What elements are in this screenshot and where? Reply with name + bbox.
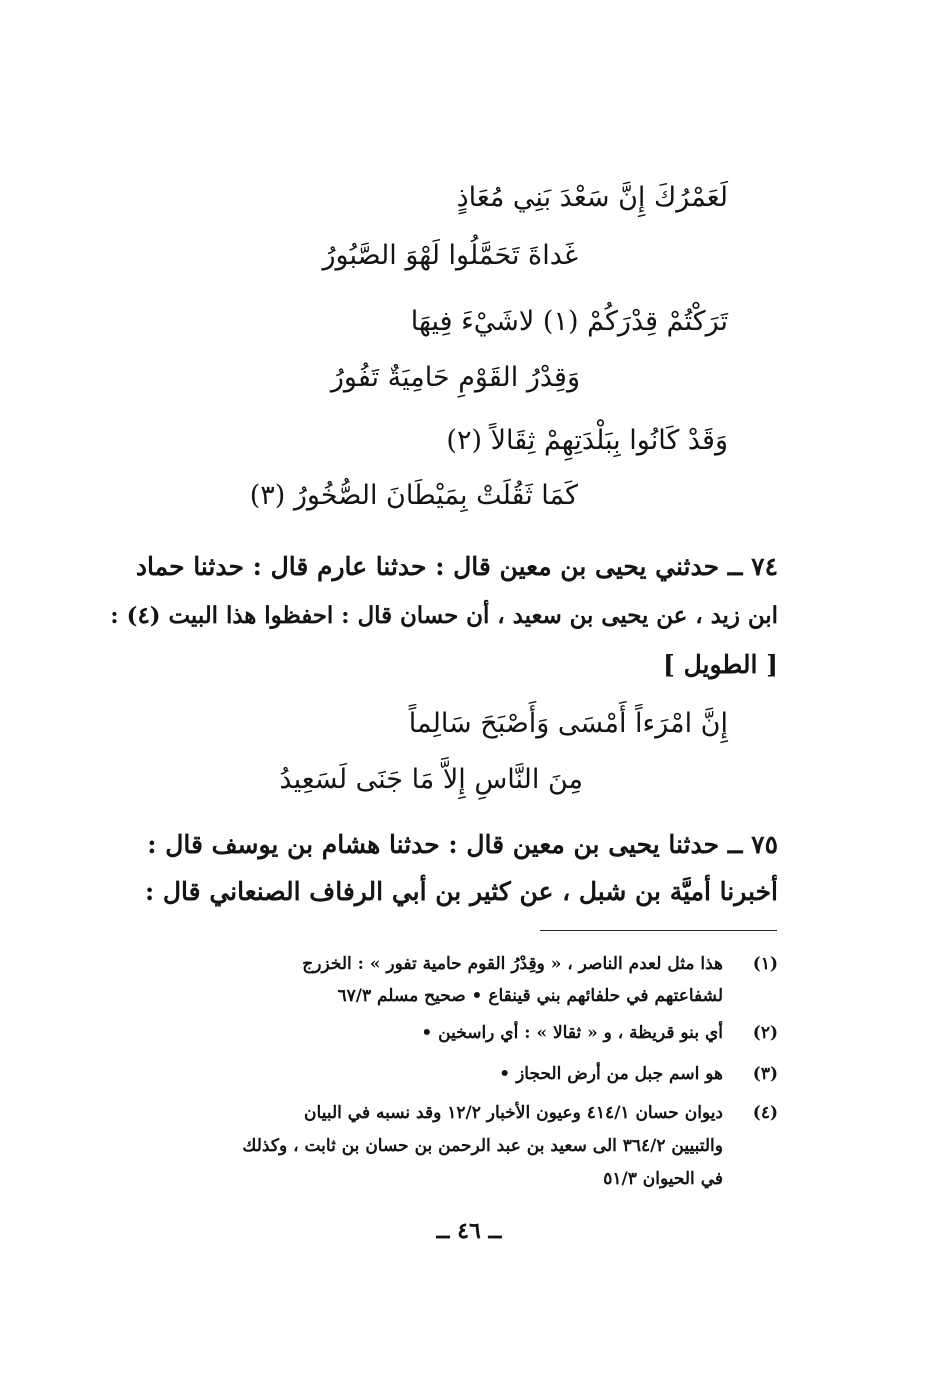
footnote-3-number: (٣) [752, 1064, 778, 1084]
poem1-verse-1: لَعَمْرُكَ إِنَّ سَعْدَ بَنِي مُعَاذٍ [456, 182, 728, 213]
para75-line-1: ٧٥ ــ حدثنا يحيى بن معين قال : حدثنا هشام بن يوسف قال : [147, 830, 778, 859]
poem1-verse-3: تَرَكْتُمْ قِدْرَكُمْ (١) لاشَيْءَ فِيهَا [410, 306, 728, 337]
footnote-3-line-1: هو اسم جبل من أرض الحجاز • [499, 1064, 723, 1084]
footnote-4-number: (٤) [752, 1103, 778, 1123]
para75-line-2: أخبرنا أميَّة بن شبل ، عن كثير بن أبي الرفاف الصنعاني قال : [144, 877, 778, 906]
poem1-verse-6: كَمَا ثَقُلَتْ بِمَيْطَانَ الصُّخُورُ (٣) [249, 480, 578, 511]
footnote-4-line-1: ديوان حسان ٤١٤/١ وعيون الأخبار ١٢/٢ وقد نسبه في البيان [304, 1103, 723, 1123]
poem2-verse-2: مِنَ النَّاسِ إِلاَّ مَا جَنَى لَسَعِيدُ [279, 764, 583, 795]
footnote-1-line-2: لشفاعتهم في حلفائهم بني قينقاع • صحيح مسلم ٦٧/٣ [337, 986, 723, 1006]
meter-label: [ الطويل ] [663, 650, 778, 679]
footnote-1-number: (١) [752, 954, 778, 974]
footnote-2-line-1: أي بنو قريظة ، و « ثقالا » : أي راسخين • [421, 1023, 723, 1043]
poem2-verse-1: إِنَّ امْرَءاً أَمْسَى وَأَصْبَحَ سَالِماً [408, 708, 728, 739]
footnote-separator [540, 930, 777, 931]
footnote-4-line-3: في الحيوان ٥١/٣ [603, 1169, 723, 1189]
poem1-verse-4: وَقِدْرُ القَوْمِ حَامِيَةٌ تَفُورُ [330, 362, 580, 393]
page-number: ــ ٤٦ ــ [436, 1218, 502, 1244]
footnote-4-line-2: والتبيين ٣٦٤/٢ الى سعيد بن عبد الرحمن بن حسان بن ثابت ، وكذلك [242, 1136, 723, 1156]
footnote-1-line-1: هذا مثل لعدم الناصر ، « وقِدْرُ القوم حامية تفور » : الخزرج [302, 954, 723, 974]
poem1-verse-5: وَقَدْ كَانُوا بِبَلْدَتِهِمْ ثِقَالاً (٢) [446, 425, 728, 456]
para74-line-1: ٧٤ ــ حدثني يحيى بن معين قال : حدثنا عارم قال : حدثنا حماد [135, 552, 778, 581]
poem1-verse-2: غَداةَ تَحَمَّلُوا لَهْوَ الصَّبُورُ [322, 240, 578, 271]
para74-line-2: ابن زيد ، عن يحيى بن سعيد ، أن حسان قال : احفظوا هذا البيت (٤) : [110, 603, 778, 629]
footnote-2-number: (٢) [752, 1023, 778, 1043]
